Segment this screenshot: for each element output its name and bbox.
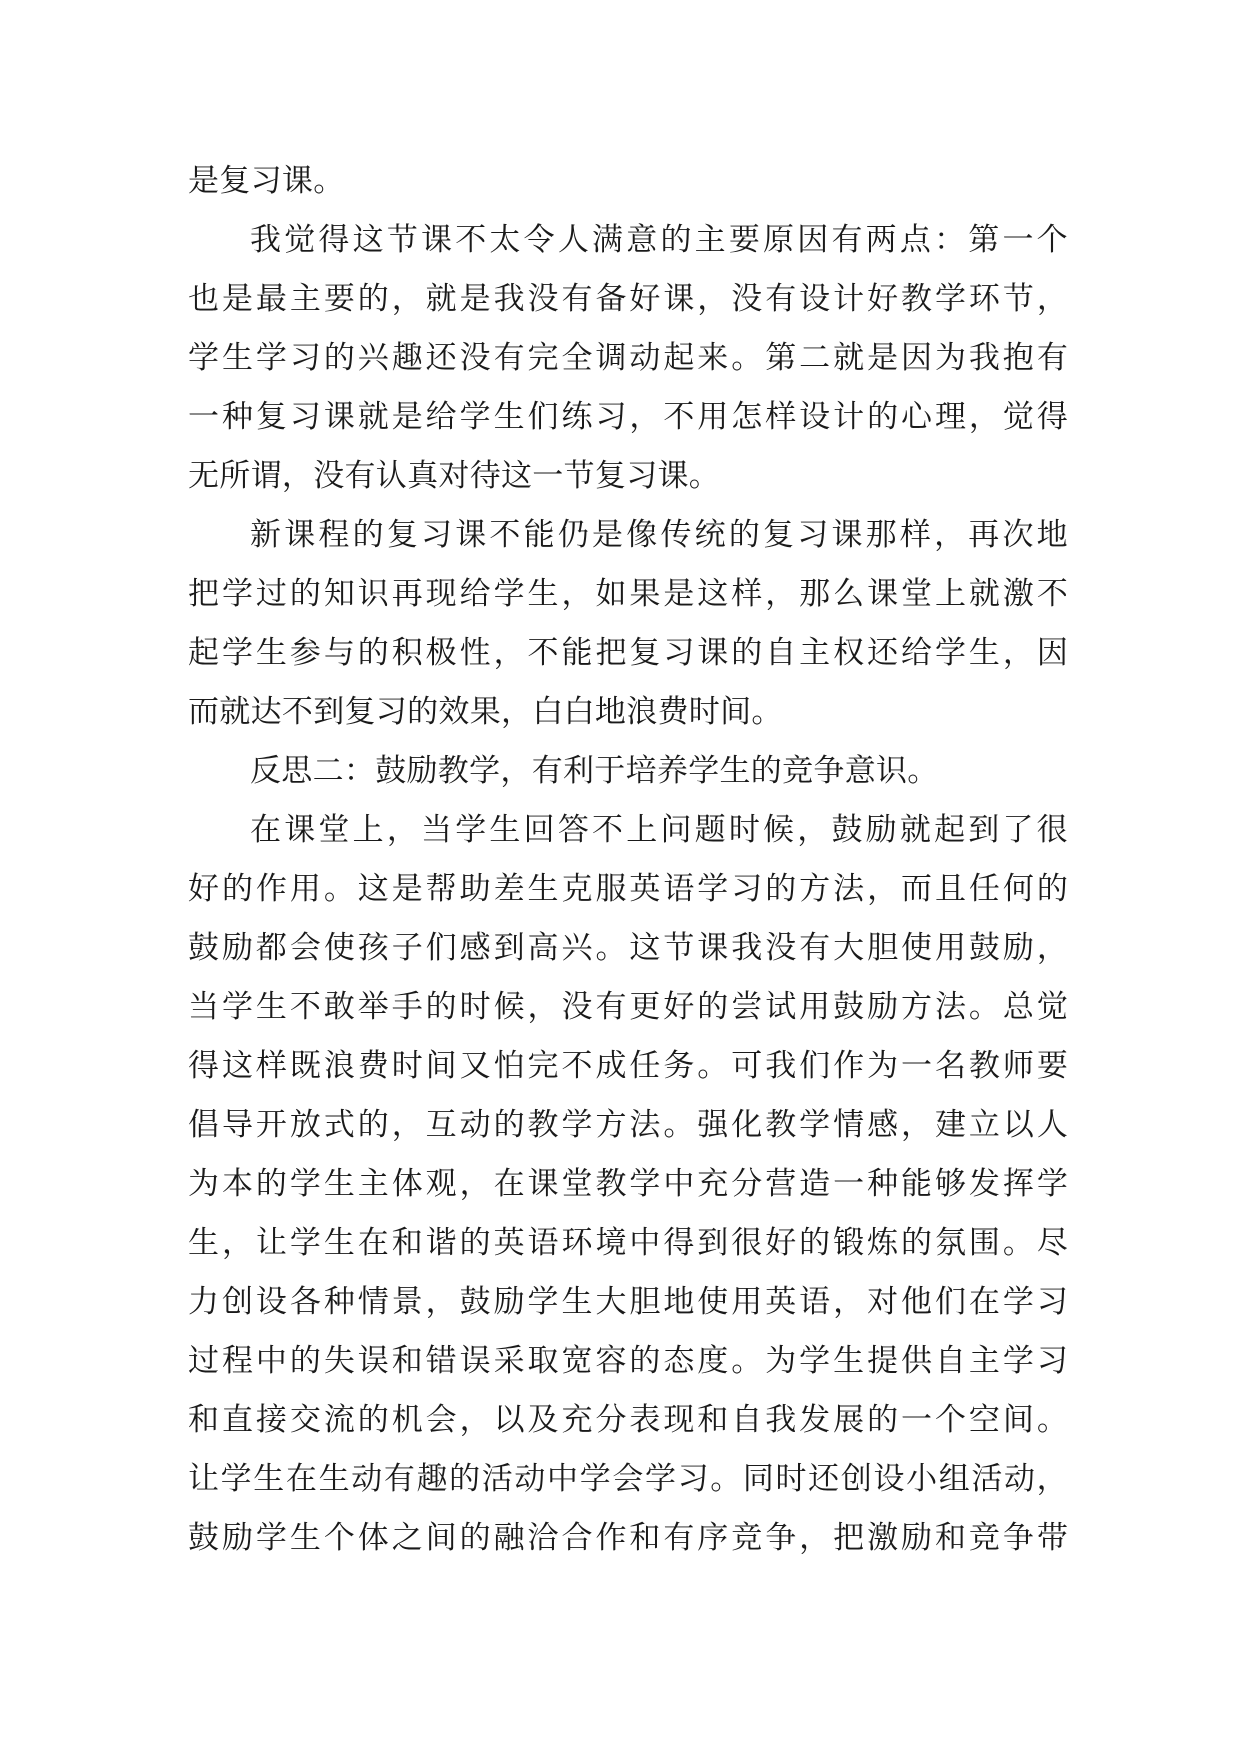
text-line: 生 ， 让 学 生 在 和 谐 的 英 语 环 境 中 得 到 很 好 的 锻 炼 的 氛 围 。 尽 — [188, 1225, 1068, 1261]
text-line: 而就达不到复习的效果，白白地浪费时间。 — [188, 694, 783, 730]
text-line: 我 觉 得 这 节 课 不 太 令 人 满 意 的 主 要 原 因 有 两 点 ： 第 一 个 — [250, 222, 1068, 258]
text-line: 新 课 程 的 复 习 课 不 能 仍 是 像 传 统 的 复 习 课 那 样 ， 再 次 地 — [250, 517, 1068, 553]
text-line: 让 学 生 在 生 动 有 趣 的 活 动 中 学 会 学 习 。 同 时 还 创 设 小 组 活 动 ， — [188, 1461, 1068, 1497]
text-line: 过 程 中 的 失 误 和 错 误 采 取 宽 容 的 态 度 。 为 学 生 提 供 自 主 学 习 — [188, 1343, 1068, 1379]
text-line: 鼓 励 学 生 个 体 之 间 的 融 洽 合 作 和 有 序 竞 争 ， 把 激 励 和 竞 争 带 — [188, 1520, 1068, 1556]
text-line: 也 是 最 主 要 的 ， 就 是 我 没 有 备 好 课 ， 没 有 设 计 好 教 学 环 节 ， — [188, 281, 1068, 317]
text-line: 当 学 生 不 敢 举 手 的 时 候 ， 没 有 更 好 的 尝 试 用 鼓 励 方 法 。 总 觉 — [188, 989, 1068, 1025]
text-line: 反思二：鼓励教学，有利于培养学生的竞争意识。 — [250, 753, 939, 789]
text-line: 是复习课。 — [188, 163, 345, 199]
text-line: 倡 导 开 放 式 的 ， 互 动 的 教 学 方 法 。 强 化 教 学 情 感 ， 建 立 以 人 — [188, 1107, 1068, 1143]
text-line: 鼓 励 都 会 使 孩 子 们 感 到 高 兴 。 这 节 课 我 没 有 大 胆 使 用 鼓 励 ， — [188, 930, 1068, 966]
text-line: 力 创 设 各 种 情 景 ， 鼓 励 学 生 大 胆 地 使 用 英 语 ， 对 他 们 在 学 习 — [188, 1284, 1068, 1320]
body-text — [188, 152, 1068, 1568]
text-line: 起 学 生 参 与 的 积 极 性 ， 不 能 把 复 习 课 的 自 主 权 还 给 学 生 ， 因 — [188, 635, 1068, 671]
text-line: 学 生 学 习 的 兴 趣 还 没 有 完 全 调 动 起 来 。 第 二 就 是 因 为 我 抱 有 — [188, 340, 1068, 376]
text-line: 一 种 复 习 课 就 是 给 学 生 们 练 习 ， 不 用 怎 样 设 计 的 心 理 ， 觉 得 — [188, 399, 1068, 435]
text-line: 在 课 堂 上 ， 当 学 生 回 答 不 上 问 题 时 候 ， 鼓 励 就 起 到 了 很 — [250, 812, 1068, 848]
text-line: 为 本 的 学 生 主 体 观 ， 在 课 堂 教 学 中 充 分 营 造 一 种 能 够 发 挥 学 — [188, 1166, 1068, 1202]
text-line: 和 直 接 交 流 的 机 会 ， 以 及 充 分 表 现 和 自 我 发 展 的 一 个 空 间 。 — [188, 1402, 1068, 1438]
text-line: 把 学 过 的 知 识 再 现 给 学 生 ， 如 果 是 这 样 ， 那 么 课 堂 上 就 激 不 — [188, 576, 1068, 612]
text-line: 无所谓，没有认真对待这一节复习课。 — [188, 458, 721, 494]
text-line: 得 这 样 既 浪 费 时 间 又 怕 完 不 成 任 务 。 可 我 们 作 为 一 名 教 师 要 — [188, 1048, 1068, 1084]
text-line: 好 的 作 用 。 这 是 帮 助 差 生 克 服 英 语 学 习 的 方 法 ， 而 且 任 何 的 — [188, 871, 1068, 907]
